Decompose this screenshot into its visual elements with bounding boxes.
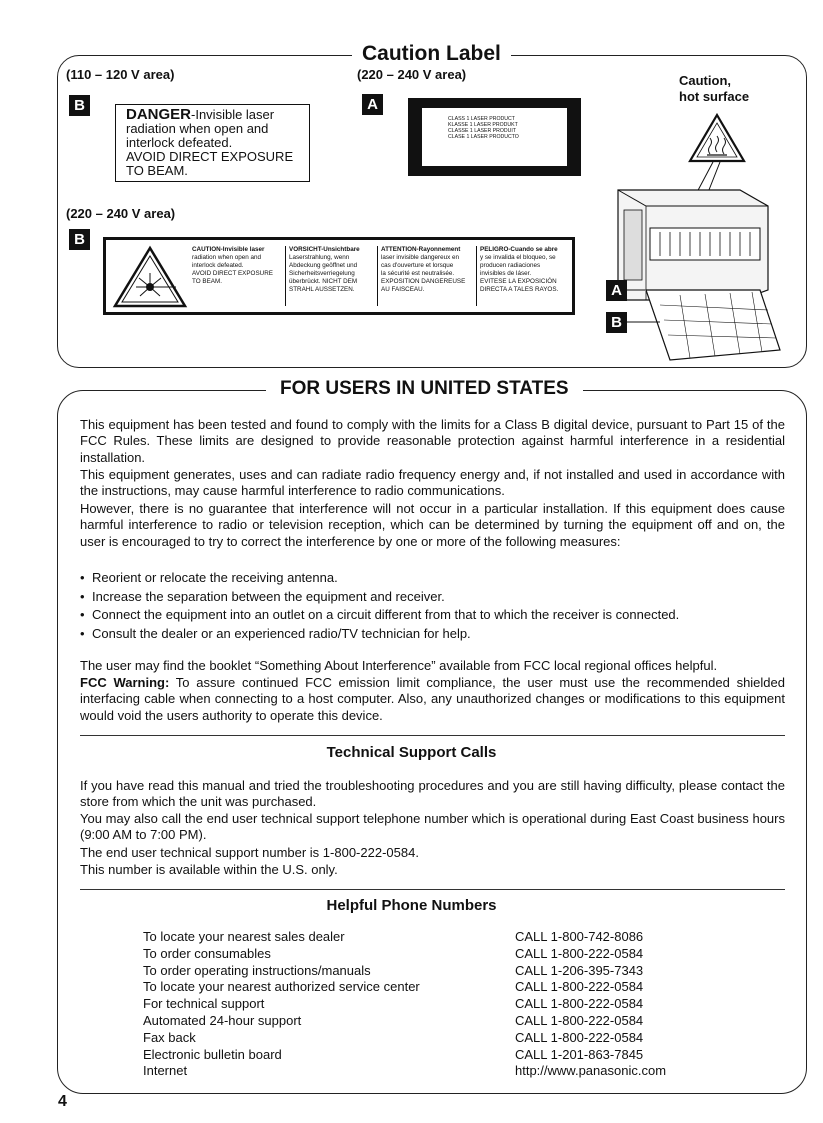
page-number: 4 <box>58 1093 67 1110</box>
list-item: • Connect the equipment into an outlet on a circuit different from that to which the receiver is connected. <box>80 606 679 625</box>
printer-marker-b: B <box>606 312 627 333</box>
phone-row-number: CALL 1-800-742-8086 <box>515 929 644 944</box>
phone-row-label: To order consumables <box>143 945 271 961</box>
fcc-paragraph-3: However, there is no guarantee that interference will not occur in a particular installation. If this equipment does cause harmful interference to radio or television reception, which can be determined by turning the equipment off and on, the user is encouraged to try to correct the interference by one or more of the following measures: <box>80 501 785 549</box>
phone-row <box>143 929 743 946</box>
hot-caption-line2: hot surface <box>679 89 750 104</box>
class1-line2: KLASSE 1 LASER PRODUKT <box>448 122 518 128</box>
phone-row-number: CALL 1-800-222-0584 <box>515 1029 644 1045</box>
phone-row-number: CALL 1-201-863-7845 <box>515 1046 644 1062</box>
de-line: überbrückt. NICHT DEM <box>289 278 358 285</box>
phone-numbers-title: Helpful Phone Numbers <box>326 897 497 914</box>
caution-label-title: Caution Label <box>352 42 511 66</box>
label-divider <box>476 246 477 306</box>
phone-row-label: Internet <box>143 1063 188 1079</box>
fr-line: cas d'ouverture et lorsque <box>381 262 454 269</box>
label-b-marker: B <box>69 95 90 116</box>
fcc-warning-text: To assure continued FCC emission limit compliance, the user must use the recommended shielded interfacing cable when connecting to a host computer. Also, any unauthorized changes or modifications to this equipment would void the users authority to operate this device. <box>80 675 785 723</box>
tech-paragraph-1: If you have read this manual and tried the troubleshooting procedures and you are still having difficulty, please contact the store from which the unit was purchased. <box>80 778 785 810</box>
phone-row-number: CALL 1-800-222-0584 <box>515 1013 644 1028</box>
es-line: EVITESE LA EXPOSICIÓN <box>480 278 557 285</box>
class1-line3: CLASSE 1 LASER PRODUIT <box>448 128 517 134</box>
fcc-section-title: FOR USERS IN UNITED STATES <box>266 378 583 400</box>
phone-row-label: For technical support <box>143 996 265 1012</box>
list-item: • Consult the dealer or an experienced radio/TV technician for help. <box>80 625 679 644</box>
de-line: Laserstrahlung, wenn <box>289 254 350 261</box>
es-line: DIRECTA A TALES RAYOS. <box>480 286 559 293</box>
tech-paragraph-3: The end user technical support number is 1-800-222-0584. <box>80 845 419 860</box>
de-line: STRAHL AUSSETZEN. <box>289 286 355 293</box>
de-line: Abdeckung geöffnet und <box>289 262 358 269</box>
phone-row <box>143 1013 743 1030</box>
fr-line: laser invisible dangereux en <box>381 254 460 261</box>
label-col-german <box>289 246 360 294</box>
phone-row-number: CALL 1-800-222-0584 <box>515 996 644 1012</box>
es-line: producen radiaciones <box>480 262 541 269</box>
danger-line4: AVOID DIRECT EXPOSURE <box>126 149 294 164</box>
fr-line: ATTENTION-Rayonnement <box>381 246 461 253</box>
phone-row-label: Automated 24-hour support <box>143 1013 302 1028</box>
interference-measures-list <box>80 569 679 643</box>
fcc-paragraph-4: The user may find the booklet “Something About Interference” available from FCC local regional offices helpful. <box>80 658 718 673</box>
header-110v: (110 – 120 V area) <box>66 67 175 82</box>
tech-paragraph-4: This number is available within the U.S. only. <box>80 862 338 877</box>
phone-row-number: http://www.panasonic.com <box>515 1063 667 1079</box>
fr-line: EXPOSITION DANGEREUSE <box>381 278 466 285</box>
phone-row-number: CALL 1-800-222-0584 <box>515 945 644 961</box>
label-col-spanish <box>480 246 558 294</box>
phone-row <box>143 1063 743 1080</box>
en-line: radiation when open and <box>192 254 261 261</box>
hot-caption-line1: Caution, <box>679 73 731 88</box>
printer-marker-a: A <box>606 280 627 301</box>
header-220v-top: (220 – 240 V area) <box>357 67 467 82</box>
tech-support-title: Technical Support Calls <box>326 744 497 761</box>
label-a-marker: A <box>362 94 383 115</box>
tech-paragraph-2: You may also call the end user technical support telephone number which is operational during East Coast business hours (9:00 AM to 7:00 PM). <box>80 811 785 843</box>
list-item: • Reorient or relocate the receiving antenna. <box>80 569 679 588</box>
phone-row-label: To locate your nearest sales dealer <box>143 929 345 944</box>
phone-row <box>143 1030 743 1047</box>
laser-warning-icon <box>112 245 188 309</box>
phone-row-number: CALL 1-800-222-0584 <box>515 979 644 995</box>
label-divider <box>285 246 286 306</box>
class1-line1: CLASS 1 LASER PRODUCT <box>448 116 515 122</box>
es-line: y se invalida el bloqueo, se <box>480 254 556 261</box>
label-col-english <box>192 246 273 286</box>
danger-word: DANGER <box>126 106 192 123</box>
de-line: Sicherheitsverriegelung <box>289 270 355 277</box>
phone-row-number: CALL 1-206-395-7343 <box>515 962 644 978</box>
phone-row <box>143 1047 743 1064</box>
phone-row <box>143 963 743 980</box>
phone-row-label: Fax back <box>143 1029 196 1045</box>
en-line: AVOID DIRECT EXPOSURE <box>192 270 273 277</box>
de-line: VORSICHT-Unsichtbare <box>289 246 360 253</box>
danger-line2: radiation when open and <box>126 121 269 136</box>
phone-row <box>143 996 743 1013</box>
label-col-french <box>381 246 465 294</box>
danger-line5: TO BEAM. <box>126 163 188 178</box>
header-220v-left: (220 – 240 V area) <box>66 206 176 221</box>
list-item: • Increase the separation between the equipment and receiver. <box>80 588 679 607</box>
hot-surface-caption <box>679 73 749 105</box>
label-b-marker-2: B <box>69 229 90 250</box>
divider <box>80 735 785 736</box>
class1-line4: CLASE 1 LASER PRODUCTO <box>448 134 519 140</box>
multilingual-laser-label <box>103 237 575 315</box>
fcc-paragraph-2: This equipment generates, uses and can radiate radio frequency energy and, if not installed and used in accordance with the instructions, may cause harmful interference to radio communications. <box>80 467 785 499</box>
en-line: interlock defeated. <box>192 262 244 269</box>
phone-row-label: To order operating instructions/manuals <box>143 962 371 978</box>
class1-laser-label <box>408 98 581 176</box>
divider <box>80 889 785 890</box>
fr-line: AU FAISCEAU. <box>381 286 425 293</box>
hot-surface-icon <box>690 115 744 161</box>
es-line: invisibles de láser. <box>480 270 532 277</box>
phone-row <box>143 946 743 963</box>
phone-row <box>143 979 743 996</box>
fcc-warning-paragraph <box>80 675 785 724</box>
danger-line3: interlock defeated. <box>126 135 233 150</box>
danger-label <box>115 104 310 182</box>
en-line: CAUTION-Invisible laser <box>192 246 265 253</box>
label-divider <box>377 246 378 306</box>
danger-line1: -Invisible laser <box>191 107 275 122</box>
fcc-paragraph-1: This equipment has been tested and found to comply with the limits for a Class B digital device, pursuant to Part 15 of the FCC Rules. These limits are designed to provide reasonable protection against harmful interference in a residential installation. <box>80 417 785 465</box>
fr-line: la sécurité est neutralisée. <box>381 270 455 277</box>
es-line: PELIGRO-Cuando se abre <box>480 246 558 253</box>
phone-row-label: Electronic bulletin board <box>143 1046 282 1062</box>
phone-row-label: To locate your nearest authorized service center <box>143 979 420 995</box>
fcc-warning-label: FCC Warning: <box>80 675 170 690</box>
en-line: TO BEAM. <box>192 278 222 285</box>
